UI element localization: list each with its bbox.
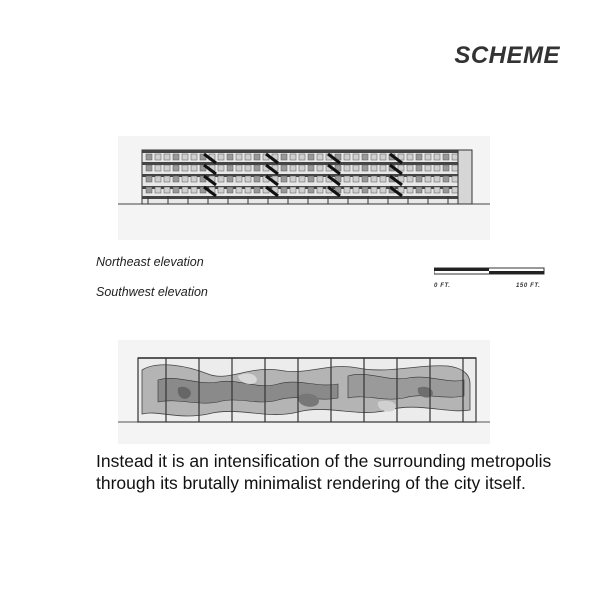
scale-bar bbox=[434, 266, 546, 278]
northeast-elevation-drawing bbox=[118, 136, 490, 240]
scale-min-label: 0 FT. bbox=[434, 283, 451, 289]
southwest-elevation-drawing bbox=[118, 340, 490, 444]
southwest-elevation-caption: Southwest elevation bbox=[96, 285, 208, 299]
body-paragraph: Instead it is an intensification of the surrounding metropolis through its brutally minimalist rendering of the city itself. bbox=[96, 451, 552, 493]
page-title: SCHEME bbox=[454, 42, 560, 69]
northeast-elevation-caption: Northeast elevation bbox=[96, 255, 204, 269]
scale-max-label: 150 FT. bbox=[516, 283, 541, 289]
building-structure bbox=[118, 150, 490, 204]
